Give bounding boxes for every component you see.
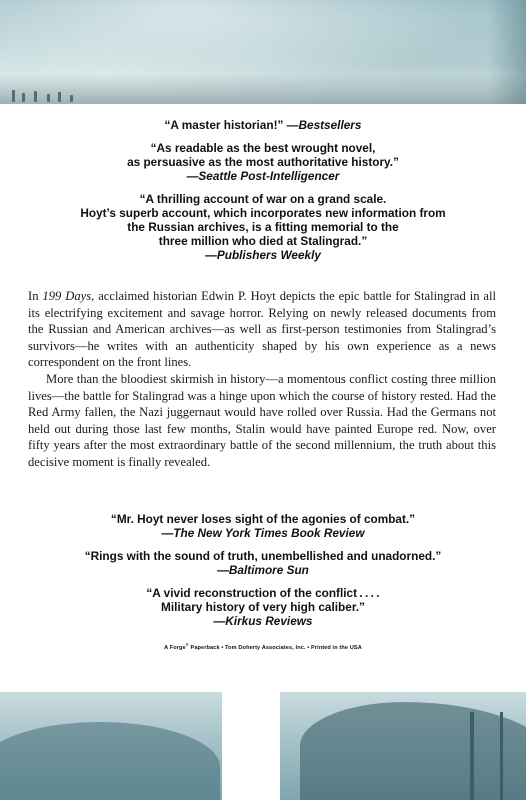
review-quote: “A vivid reconstruction of the conflict . . . . Military history of very high caliber.” —Kirkus Reviews: [146, 586, 380, 628]
photo-edge-shade: [488, 0, 526, 104]
photo-ground: [0, 74, 526, 104]
review-quote: “A thrilling account of war on a grand scale. Hoyt’s superb account, which incorporates new information from the Russian archives, is a fitting memorial to the three million who died at Stalingrad.” —Publishers Weekly: [80, 192, 446, 262]
cover-photo-bottom: [0, 692, 526, 800]
soldier-silhouette: [58, 92, 61, 102]
cover-photo-top: [0, 0, 526, 104]
review-quotes-bottom: [0, 512, 526, 637]
soldier-silhouette: [70, 95, 73, 102]
review-source: —Kirkus Reviews: [213, 614, 313, 628]
review-quote: “As readable as the best wrought novel, as persuasive as the most authoritative history.” —Seattle Post-Intelligencer: [127, 141, 399, 183]
review-source: —Baltimore Sun: [217, 563, 309, 577]
review-quotes-top: [0, 118, 526, 271]
soldier-silhouette: [34, 91, 37, 102]
soldier-silhouette: [22, 93, 25, 102]
book-title: 199 Days: [42, 289, 92, 303]
photo-post: [500, 712, 503, 800]
review-source: —Publishers Weekly: [205, 248, 321, 262]
book-description: [28, 288, 496, 471]
description-paragraph: More than the bloodiest skirmish in history—a momentous conflict costing three million lives—the battle for Stalingrad was a hinge upon which the course of history rested. Had the Red Army fallen, the Nazi juggernaut would have rolled over Russia. Had the Germans not held out during those last few months, Stalin would have painted Europe red. Now, over fifty years after the most extraordinary battle of the second millennium, the truth about this decisive moment is finally revealed.: [28, 371, 496, 469]
description-paragraph: In 199 Days, acclaimed historian Edwin P. Hoyt depicts the epic battle for Stalingrad in all its electrifying excitement and savage horror. Relying on newly released documents from the Russian and American archives—as well as first-person testimonies from Stalingrad’s survivors—he writes with an authenticity shaped by his own experience as a news correspondent on the front lines.: [28, 289, 497, 370]
soldier-silhouette: [12, 90, 15, 102]
review-source: —Seattle Post-Intelligencer: [186, 169, 340, 183]
review-quote: “A master historian!” —Bestsellers: [164, 118, 362, 132]
soldier-silhouette: [47, 94, 50, 102]
photo-post: [470, 712, 474, 800]
review-source: Bestsellers: [298, 118, 362, 132]
review-source: —The New York Times Book Review: [161, 526, 365, 540]
barcode-panel: [222, 692, 280, 800]
registered-mark: ®: [185, 642, 189, 647]
photo-shadow: [0, 722, 220, 800]
review-quote: “Rings with the sound of truth, unembellished and unadorned.” —Baltimore Sun: [84, 549, 442, 577]
review-quote: “Mr. Hoyt never loses sight of the agonies of combat.” —The New York Times Book Review: [110, 512, 416, 540]
publisher-imprint: A Forge® Paperback • Tom Doherty Associates, Inc. • Printed in the USA: [164, 642, 362, 651]
photo-shadow: [300, 702, 526, 800]
